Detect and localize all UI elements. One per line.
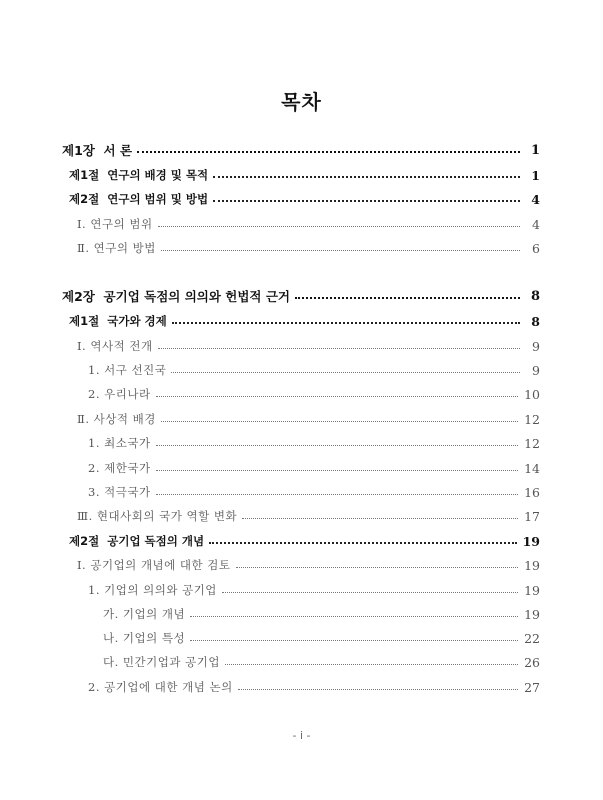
dot-leader: [190, 640, 518, 641]
entry-page: 8: [531, 313, 540, 329]
entry-label: Ⅲ. 현대사회의 국가 역할 변화: [77, 509, 238, 523]
toc-entry-subsection[interactable]: [77, 237, 540, 259]
entry-page: 12: [524, 435, 540, 451]
entry-page: 12: [524, 411, 540, 427]
dot-leader: [171, 372, 520, 373]
toc-title: 목차: [281, 90, 322, 114]
entry-label: Ⅱ. 연구의 방법: [77, 241, 156, 255]
dot-leader: [161, 421, 518, 422]
dot-leader: [225, 664, 518, 665]
entry-page: 9: [532, 338, 540, 354]
dot-leader: [190, 616, 518, 617]
entry-page: 6: [532, 240, 540, 256]
dot-leader: [156, 396, 519, 397]
toc-entry-chapter-2[interactable]: [62, 285, 540, 307]
toc-entry-item[interactable]: [88, 359, 540, 381]
entry-label: 가. 기업의 개념: [103, 607, 186, 621]
dot-leader: [242, 518, 518, 519]
entry-page: 8: [530, 288, 540, 304]
dot-leader: [156, 470, 519, 471]
entry-page: 19: [522, 533, 540, 549]
entry-label: Ⅰ. 연구의 범위: [77, 217, 153, 231]
toc-entry-item[interactable]: [88, 383, 540, 405]
entry-page: 14: [524, 460, 540, 476]
entry-label: 제1절 연구의 배경 및 목적: [69, 168, 209, 182]
dot-leader: [137, 151, 520, 153]
dot-leader: [161, 250, 520, 251]
toc-entry-item[interactable]: [88, 579, 540, 601]
entry-label: 나. 기업의 특성: [103, 631, 186, 645]
entry-page: 9: [532, 362, 540, 378]
entry-page: 19: [524, 557, 540, 573]
entry-page: 1: [530, 142, 540, 158]
toc-entry-subsection[interactable]: [77, 554, 540, 576]
page-number: - i -: [292, 729, 311, 742]
dot-leader: [209, 542, 516, 544]
toc-entry-subitem[interactable]: [103, 603, 540, 625]
toc-entry-item[interactable]: [88, 432, 540, 454]
entry-page: 26: [524, 654, 540, 670]
toc-entry-item[interactable]: [88, 481, 540, 503]
dot-leader: [222, 592, 518, 593]
entry-page: 19: [524, 606, 540, 622]
toc-entry-subsection[interactable]: [77, 213, 540, 235]
entry-page: 17: [524, 508, 540, 524]
entry-label: 제1절 국가와 경제: [69, 314, 167, 328]
dot-leader: [156, 494, 519, 495]
entry-label: Ⅱ. 사상적 배경: [77, 412, 156, 426]
entry-page: 10: [524, 386, 540, 402]
entry-page: 22: [524, 630, 540, 646]
dot-leader: [158, 348, 520, 349]
dot-leader: [213, 200, 520, 202]
dot-leader: [236, 567, 519, 568]
entry-page: 4: [532, 216, 540, 232]
dot-leader: [158, 226, 520, 227]
dot-leader: [156, 445, 519, 446]
entry-label: 제2절 연구의 범위 및 방법: [69, 192, 209, 206]
entry-label: 다. 민간기업과 공기업: [103, 655, 220, 669]
toc-entry-subitem[interactable]: [103, 627, 540, 649]
toc-entry-subsection[interactable]: [77, 335, 540, 357]
dot-leader: [238, 689, 518, 690]
entry-label: 1. 서구 선진국: [88, 363, 167, 377]
toc-entry-section[interactable]: [69, 188, 540, 210]
entry-page: 19: [524, 582, 540, 598]
toc-entry-subitem[interactable]: [103, 651, 540, 673]
entry-label: 제2장 공기업 독점의 의의와 헌법적 근거: [62, 289, 291, 304]
entry-page: 27: [524, 679, 540, 695]
entry-label: 2. 공기업에 대한 개념 논의: [88, 680, 233, 694]
entry-label: 제2절 공기업 독점의 개념: [69, 534, 205, 548]
entry-label: Ⅰ. 공기업의 개념에 대한 검토: [77, 558, 231, 572]
toc-entry-section[interactable]: [69, 164, 540, 186]
toc-entry-subsection[interactable]: [77, 408, 540, 430]
toc-entry-chapter-1[interactable]: [62, 139, 540, 161]
entry-label: Ⅰ. 역사적 전개: [77, 339, 153, 353]
toc-entry-item[interactable]: [88, 676, 540, 698]
entry-page: 1: [531, 167, 540, 183]
entry-label: 2. 우리나라: [88, 387, 151, 401]
toc-entry-section[interactable]: [69, 310, 540, 332]
entry-label: 1. 기업의 의의와 공기업: [88, 583, 217, 597]
entry-label: 2. 제한국가: [88, 461, 151, 475]
toc-entry-section[interactable]: [69, 530, 540, 552]
toc-entry-subsection[interactable]: [77, 505, 540, 527]
entry-label: 1. 최소국가: [88, 436, 151, 450]
dot-leader: [172, 322, 520, 324]
dot-leader: [295, 297, 520, 299]
entry-page: 16: [524, 484, 540, 500]
entry-label: 3. 적극국가: [88, 485, 151, 499]
toc-entry-item[interactable]: [88, 457, 540, 479]
entry-label: 제1장 서 론: [62, 143, 133, 158]
entry-page: 4: [531, 191, 540, 207]
dot-leader: [213, 176, 520, 178]
